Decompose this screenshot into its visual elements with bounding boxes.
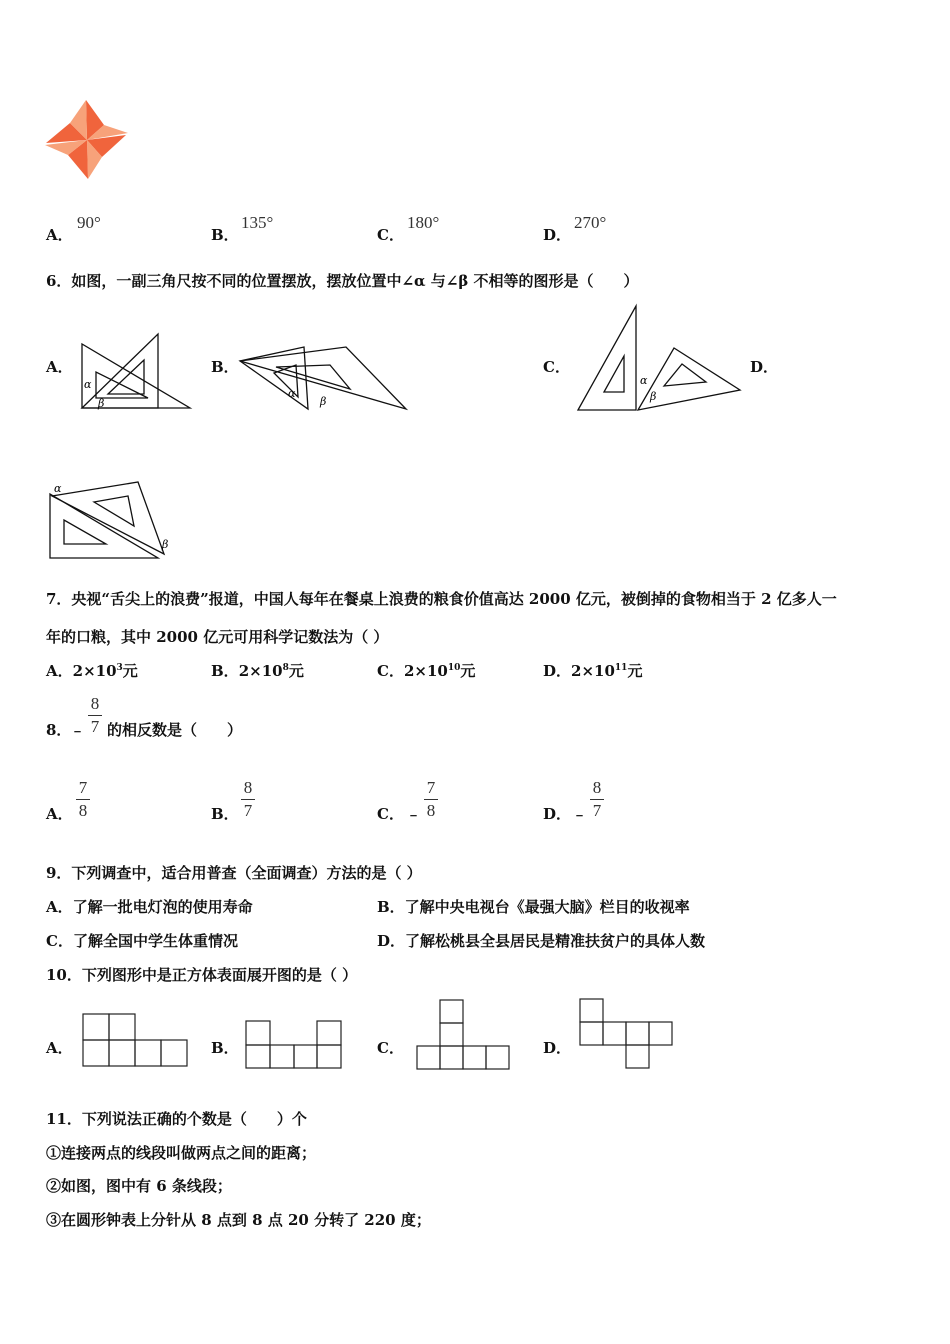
option-base: 2×10 <box>72 662 117 680</box>
svg-text:α: α <box>84 378 92 391</box>
q7-option-d[interactable] <box>543 660 642 681</box>
q10-net-c <box>415 999 511 1071</box>
fraction-numerator: 8 <box>592 778 602 797</box>
option-base: 2×10 <box>403 662 448 680</box>
pinwheel-figure <box>42 95 132 185</box>
option-unit: 元 <box>460 662 476 680</box>
fraction-bar <box>424 799 438 800</box>
option-unit: 元 <box>288 662 304 680</box>
q11-item-1: ①连接两点的线段叫做两点之间的距离； <box>46 1144 317 1162</box>
q7-option-a[interactable] <box>46 660 138 681</box>
svg-text:β: β <box>98 397 105 410</box>
option-letter: C． <box>377 662 404 680</box>
q8-stem-suffix: 的相反数是（ ） <box>107 721 243 739</box>
q6-figure-b <box>238 343 408 413</box>
q9-option-c[interactable]: C．了解全国中学生体重情况 <box>46 932 238 950</box>
svg-text:α: α <box>288 387 296 400</box>
option-exponent: 11 <box>614 663 628 673</box>
option-unit: 元 <box>122 662 138 680</box>
q8-number: 8． <box>46 721 72 739</box>
q6-figure-a <box>78 330 193 410</box>
fraction-numerator: 7 <box>78 778 88 797</box>
q5-option-a-value: 90° <box>77 213 101 232</box>
q9-option-a[interactable]: A．了解一批电灯泡的使用寿命 <box>46 898 253 916</box>
q6-option-c-letter[interactable]: C． <box>543 358 570 376</box>
q8-option-d-letter[interactable]: D． <box>543 805 572 823</box>
q7-option-b[interactable] <box>211 660 304 681</box>
q8-sign: ﹣ <box>70 721 86 739</box>
q10-stem: 10．下列图形中是正方体表面展开图的是（ ） <box>46 966 358 984</box>
option-letter: A． <box>46 226 73 244</box>
option-base: 2×10 <box>571 662 615 680</box>
q5-option-d[interactable] <box>543 224 571 245</box>
q6-option-b-letter[interactable]: B． <box>211 358 239 376</box>
option-exponent: 8 <box>282 663 289 673</box>
option-letter: D． <box>543 226 572 244</box>
option-exponent: 10 <box>447 663 461 673</box>
svg-text:β: β <box>162 538 169 551</box>
fraction-denominator: 8 <box>78 801 88 820</box>
q6-option-a-letter[interactable]: A． <box>46 358 73 376</box>
q8-option-c-sign: ﹣ <box>406 805 422 823</box>
fraction-bar <box>76 799 90 800</box>
q6-figure-c <box>574 302 744 414</box>
q8-option-a-letter[interactable]: A． <box>46 805 73 823</box>
fraction-numerator: 7 <box>426 778 436 797</box>
option-base: 2×10 <box>238 662 283 680</box>
q5-option-d-value: 270° <box>574 213 607 232</box>
q9-stem: 9．下列调查中，适合用普查（全面调查）方法的是（ ） <box>46 864 422 882</box>
q10-net-d <box>578 997 676 1071</box>
fraction-numerator: 8 <box>90 694 100 713</box>
q10-option-a-letter[interactable]: A． <box>46 1039 73 1057</box>
q5-option-b[interactable] <box>211 224 239 245</box>
q5-option-a[interactable] <box>46 224 73 245</box>
q10-option-c-letter[interactable]: C． <box>377 1039 404 1057</box>
q5-option-b-value: 135° <box>241 213 274 232</box>
svg-text:β: β <box>320 395 327 408</box>
q7-stem-line1: 7．央视“舌尖上的浪费”报道，中国人每年在餐桌上浪费的粮食价值高达 2000 亿元，被倒掉的食物相当于 2 亿多人一 <box>46 590 837 608</box>
q8-option-c-fraction <box>424 778 438 821</box>
svg-text:α: α <box>640 374 648 387</box>
q8-option-a-fraction <box>76 778 90 821</box>
q11-item-3: ③在圆形钟表上分针从 8 点到 8 点 20 分转了 220 度； <box>46 1211 431 1229</box>
fraction-denominator: 7 <box>243 801 253 820</box>
fraction-bar <box>88 715 102 716</box>
fraction-denominator: 7 <box>592 801 602 820</box>
q10-option-d-letter[interactable]: D． <box>543 1039 572 1057</box>
svg-text:α: α <box>54 482 62 495</box>
fraction-denominator: 7 <box>90 717 100 736</box>
option-unit: 元 <box>627 662 643 680</box>
q7-stem-line2: 年的口粮，其中 2000 亿元可用科学记数法为（ ） <box>46 628 389 646</box>
option-exponent: 3 <box>116 663 123 673</box>
q6-stem: 6．如图，一副三角尺按不同的位置摆放，摆放位置中∠α 与∠β 不相等的图形是（ ） <box>46 272 639 290</box>
option-letter: B． <box>211 226 239 244</box>
q6-figure-d <box>46 480 171 560</box>
q7-option-c[interactable] <box>377 660 475 681</box>
q6-option-d-letter[interactable]: D． <box>750 358 779 376</box>
q11-stem: 11．下列说法正确的个数是（ ）个 <box>46 1110 307 1128</box>
fraction-numerator: 8 <box>243 778 253 797</box>
q11-item-2: ②如图，图中有 6 条线段； <box>46 1177 232 1195</box>
q8-option-d-sign: ﹣ <box>572 805 588 823</box>
q5-option-c-value: 180° <box>407 213 440 232</box>
svg-text:β: β <box>650 390 657 403</box>
q10-option-b-letter[interactable]: B． <box>211 1039 239 1057</box>
q9-option-d[interactable]: D．了解松桃县全县居民是精准扶贫户的具体人数 <box>377 932 706 950</box>
option-letter: C． <box>377 226 404 244</box>
fraction-bar <box>241 799 255 800</box>
fraction-denominator: 8 <box>426 801 436 820</box>
option-letter: D． <box>543 662 572 680</box>
q9-option-b[interactable]: B．了解中央电视台《最强大脑》栏目的收视率 <box>377 898 690 916</box>
q8-option-c-letter[interactable]: C． <box>377 805 404 823</box>
option-letter: B． <box>211 662 239 680</box>
fraction-bar <box>590 799 604 800</box>
q8-option-b-letter[interactable]: B． <box>211 805 239 823</box>
option-letter: A． <box>46 662 73 680</box>
q8-option-b-fraction <box>241 778 255 821</box>
q10-net-a <box>82 1013 188 1069</box>
q5-option-c[interactable] <box>377 224 404 245</box>
q10-net-b <box>245 1020 343 1070</box>
q8-stem-fraction <box>88 694 102 737</box>
q8-option-d-fraction <box>590 778 604 821</box>
